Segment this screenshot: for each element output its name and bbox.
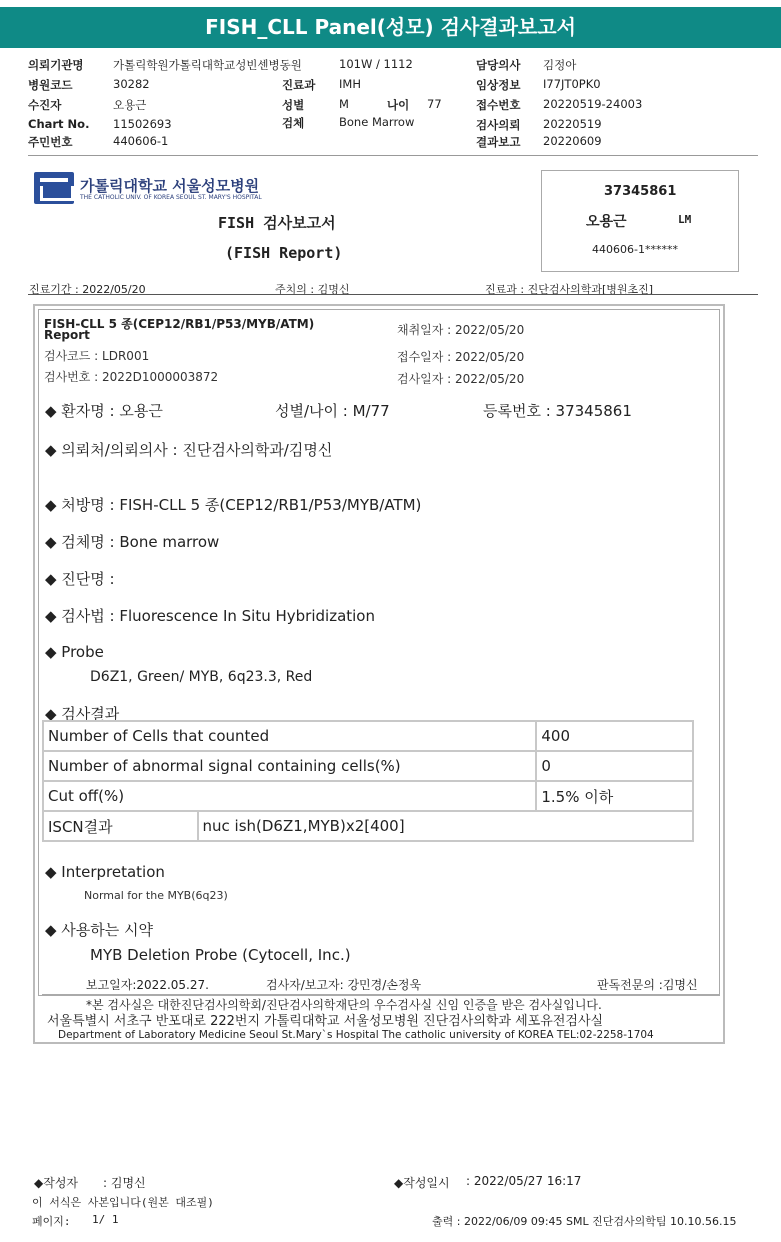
table-row	[43, 811, 693, 841]
interpretation-label: ◆ Interpretation	[45, 863, 165, 881]
info-label-hospital-code: 병원코드	[28, 78, 73, 92]
info-value-institution: 가톨릭학원가톨릭대학교성빈센병동원	[113, 58, 302, 72]
header-divider	[28, 155, 758, 156]
result-table	[42, 720, 694, 842]
table-row	[43, 721, 693, 751]
report-subheading: (FISH Report)	[225, 244, 343, 262]
info-label-doctor: 담당의사	[476, 58, 521, 72]
lab-address-kr: 서울특별시 서초구 반포대로 222번지 가톨릭대학교 서울성모병원 진단검사의학과 세포유전검사실	[47, 1014, 604, 1029]
info-value-sex: M	[339, 97, 349, 111]
interpretation-value: Normal for the MYB(6q23)	[84, 889, 228, 902]
patient-name-line: ◆ 환자명 : 오용근	[45, 402, 163, 420]
reagent-label: ◆ 사용하는 시약	[45, 921, 154, 939]
hospital-name-en: THE CATHOLIC UNIV. OF KOREA SEOUL ST. MARY'S HOSPITAL	[80, 194, 262, 201]
info-label-rrn: 주민번호	[28, 135, 73, 149]
info-value-hospital-code: 30282	[113, 77, 150, 91]
result-value-cell: 0	[536, 751, 693, 781]
table-row	[43, 781, 693, 811]
info-value-ward: 101W / 1112	[339, 57, 413, 71]
certification-note: *본 검사실은 대한진단검사의학회/진단검사의학재단의 우수검사실 신임 인증을 받은 검사실입니다.	[86, 998, 602, 1012]
iscn-value-cell: nuc ish(D6Z1,MYB)x2[400]	[198, 811, 693, 841]
sex-age-line: 성별/나이 : M/77	[275, 402, 390, 420]
test-number: 검사번호 : 2022D1000003872	[44, 370, 219, 384]
info-label-age: 나이	[387, 98, 410, 112]
info-value-dept: IMH	[339, 77, 361, 91]
author-label: ◆작성자	[34, 1176, 79, 1190]
info-value-clinical: I77JT0PK0	[543, 77, 601, 91]
page-label: 페이지:	[32, 1215, 71, 1228]
test-name: FISH-CLL 5 종(CEP12/RB1/P53/MYB/ATM)	[44, 317, 315, 331]
info-value-specimen: Bone Marrow	[339, 115, 415, 129]
probe-label: ◆ Probe	[45, 643, 104, 661]
test-code: 검사코드 : LDR001	[44, 349, 150, 363]
lab-address-en: Department of Laboratory Medicine Seoul St.Mary`s Hospital The catholic university of KOREA TEL:02-2258-1704	[58, 1029, 654, 1041]
requester-line: ◆ 의뢰처/의뢰의사 : 진단검사의학과/김명신	[45, 441, 333, 459]
info-label-receipt-no: 접수번호	[476, 98, 521, 112]
report-heading: FISH 검사보고서	[218, 214, 336, 232]
id-box-code: LM	[678, 213, 692, 226]
info-value-patient: 오용근	[113, 98, 147, 112]
period-divider	[28, 294, 758, 295]
registration-line: 등록번호 : 37345861	[483, 402, 632, 420]
written-label: ◆작성일시	[394, 1176, 450, 1190]
written-value: : 2022/05/27 16:17	[466, 1174, 582, 1188]
report-title: FISH_CLL Panel(성모) 검사결과보고서	[0, 7, 781, 48]
info-value-doctor: 김정아	[543, 58, 577, 72]
result-label-cell: Number of abnormal signal containing cells(%)	[43, 751, 536, 781]
reagent-value: MYB Deletion Probe (Cytocell, Inc.)	[90, 946, 351, 964]
method-line: ◆ 검사법 : Fluorescence In Situ Hybridization	[45, 607, 375, 625]
info-value-chart-no: 11502693	[113, 117, 172, 131]
patient-id-box	[541, 170, 739, 272]
result-label: ◆ 검사결과	[45, 705, 120, 723]
test-date: 검사일자 : 2022/05/20	[397, 372, 525, 386]
page-number: 1/ 1	[92, 1213, 119, 1226]
info-value-age: 77	[427, 97, 442, 111]
author-value: : 김명신	[103, 1176, 146, 1190]
info-label-institution: 의뢰기관명	[28, 58, 84, 72]
id-box-rrn: 440606-1******	[592, 243, 678, 256]
print-info: 출력 : 2022/06/09 09:45 SML 진단검사의학팀 10.10.56.15	[432, 1215, 737, 1228]
treatment-period: 진료기간 : 2022/05/20	[29, 283, 146, 296]
info-label-sex: 성별	[282, 98, 305, 112]
test-name-report: Report	[44, 328, 90, 342]
info-label-chart-no: Chart No.	[28, 117, 90, 131]
receipt-date: 접수일자 : 2022/05/20	[397, 350, 525, 364]
info-label-result-date: 결과보고	[476, 135, 521, 149]
hospital-name: 가톨릭대학교 서울성모병원	[80, 177, 260, 195]
info-value-rrn: 440606-1	[113, 134, 169, 148]
report-footer-divider	[42, 994, 720, 995]
attending-doctor: 주치의 : 김명신	[275, 283, 350, 296]
info-label-clinical: 임상정보	[476, 78, 521, 92]
copy-note: 이 서식은 사본입니다(원본 대조필)	[32, 1196, 214, 1209]
prescription-line: ◆ 처방명 : FISH-CLL 5 종(CEP12/RB1/P53/MYB/ATM)	[45, 496, 422, 514]
info-value-result-date: 20220609	[543, 134, 602, 148]
info-label-specimen: 검체	[282, 116, 305, 130]
result-label-cell: Number of Cells that counted	[43, 721, 536, 751]
result-value-cell: 1.5% 이하	[536, 781, 693, 811]
id-box-reg-no: 37345861	[604, 184, 677, 199]
id-box-patient: 오용근	[586, 214, 627, 230]
collection-date: 채취일자 : 2022/05/20	[397, 323, 525, 337]
probe-value: D6Z1, Green/ MYB, 6q23.3, Red	[90, 669, 313, 685]
result-label-cell: Cut off(%)	[43, 781, 536, 811]
info-label-request-date: 검사의뢰	[476, 118, 521, 132]
diagnosis-line: ◆ 진단명 :	[45, 570, 115, 588]
info-label-dept: 진료과	[282, 78, 316, 92]
iscn-label-cell: ISCN결과	[43, 811, 198, 841]
info-value-request-date: 20220519	[543, 117, 602, 131]
info-value-receipt-no: 20220519-24003	[543, 97, 643, 111]
examiners: 검사자/보고자: 강민경/손정욱	[266, 978, 422, 992]
report-date: 보고일자:2022.05.27.	[86, 978, 209, 992]
hospital-logo-icon	[34, 172, 74, 204]
table-row	[43, 751, 693, 781]
treatment-dept: 진료과 : 진단검사의학과[병원초진]	[485, 283, 654, 296]
specimen-line: ◆ 검체명 : Bone marrow	[45, 533, 220, 551]
result-value-cell: 400	[536, 721, 693, 751]
info-label-patient: 수진자	[28, 98, 62, 112]
reviewer: 판독전문의 :김명신	[597, 978, 698, 992]
